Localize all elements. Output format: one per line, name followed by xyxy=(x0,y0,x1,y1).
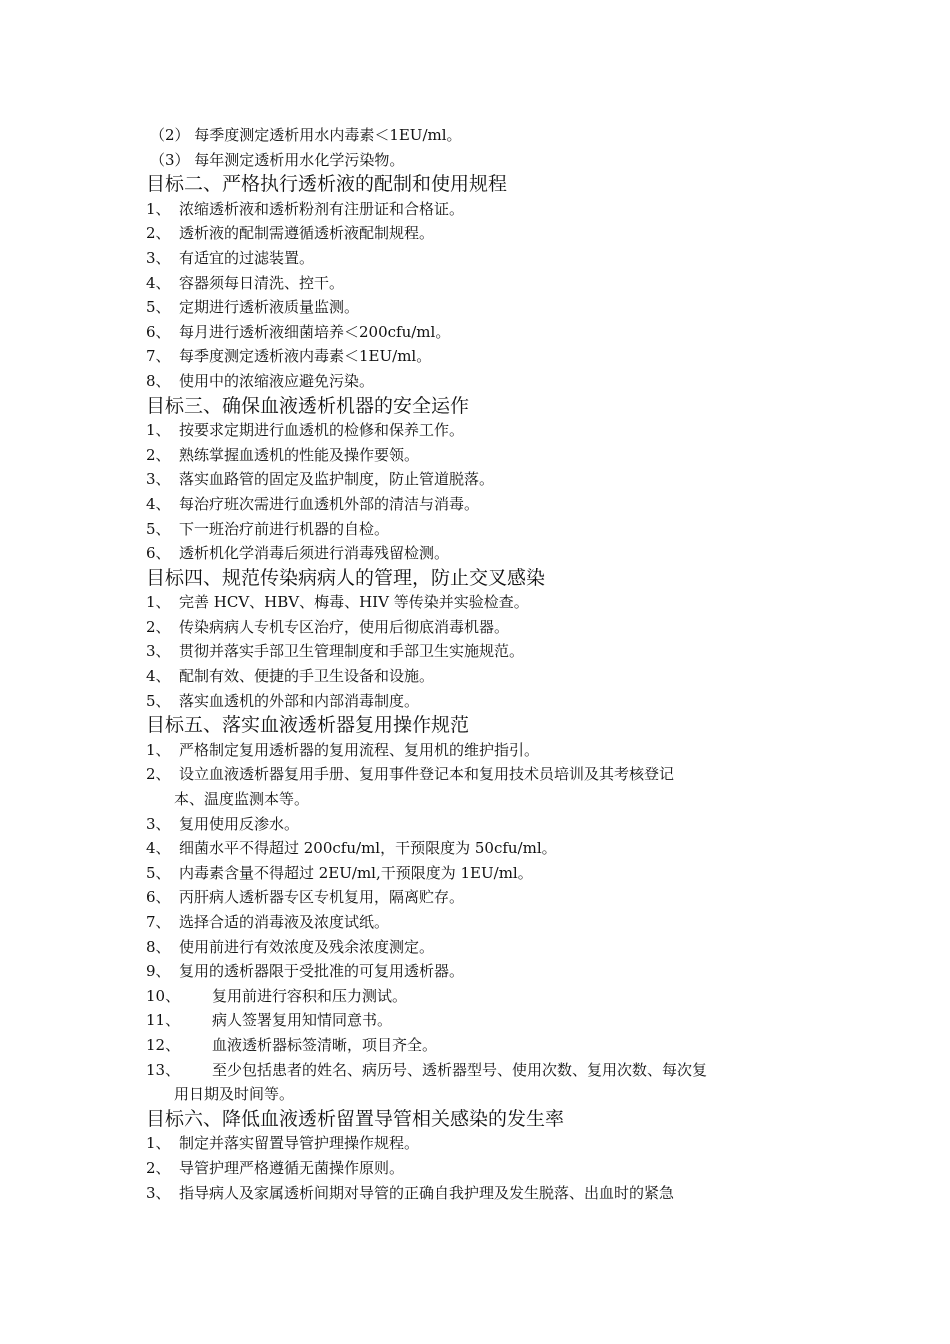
list-item-text-block xyxy=(179,467,810,492)
list-item-text-block xyxy=(179,910,810,935)
list-item-text: 病人签署复用知情同意书。 xyxy=(212,1011,393,1030)
list-item-text: 内毒素含量不得超过 2EU/ml,干预限度为 1EU/ml。 xyxy=(179,863,533,882)
list-item xyxy=(146,246,810,271)
list-item-text: 丙肝病人透析器专区专机复用，隔离贮存。 xyxy=(179,888,465,907)
list-item-text-block xyxy=(179,959,810,984)
list-item xyxy=(146,1181,810,1206)
list-item xyxy=(146,221,810,246)
list-item-text-block xyxy=(179,861,810,886)
list-item-text: 传染病病人专机专区治疗，使用后彻底消毒机器。 xyxy=(179,617,510,636)
section-heading: 目标五、落实血液透析器复用操作规范 xyxy=(146,714,470,737)
list-item xyxy=(146,861,810,886)
list-item-text-block xyxy=(179,738,810,763)
list-item-text-block xyxy=(179,369,810,394)
list-item-text: 浓缩透析液和透析粉剂有注册证和合格证。 xyxy=(179,199,465,218)
list-item xyxy=(146,762,810,811)
list-item-number: 2、 xyxy=(146,1158,171,1177)
list-item-text: 复用使用反渗水。 xyxy=(179,814,300,833)
intro-line: （3） 每年测定透析用水化学污染物。 xyxy=(150,150,405,169)
list-item xyxy=(146,959,810,984)
list-item-number: 2、 xyxy=(146,445,171,464)
section-heading: 目标二、严格执行透析液的配制和使用规程 xyxy=(146,173,508,196)
list-item xyxy=(146,738,810,763)
list-item xyxy=(146,418,810,443)
list-item-text-block xyxy=(179,246,810,271)
list-item-text: 按要求定期进行血透机的检修和保养工作。 xyxy=(179,421,465,440)
list-item-number: 5、 xyxy=(146,519,171,538)
list-item-text: 定期进行透析液质量监测。 xyxy=(179,298,360,317)
list-item-text-block xyxy=(179,344,810,369)
list-item-text-block xyxy=(179,590,810,615)
list-item-text: 严格制定复用透析器的复用流程、复用机的维护指引。 xyxy=(179,740,540,759)
list-item-number: 4、 xyxy=(146,839,171,858)
list-item-text: 熟练掌握血透机的性能及操作要领。 xyxy=(179,445,420,464)
list-item-text: 制定并落实留置导管护理操作规程。 xyxy=(179,1134,420,1153)
list-item-number: 7、 xyxy=(146,347,171,366)
list-item-number: 5、 xyxy=(146,863,171,882)
list-item-text: 透析机化学消毒后须进行消毒残留检测。 xyxy=(179,544,450,563)
list-item xyxy=(146,492,810,517)
list-item-number: 2、 xyxy=(146,224,171,243)
list-item-text: 选择合适的消毒液及浓度试纸。 xyxy=(179,913,390,931)
list-item-text-block xyxy=(179,689,810,714)
list-item xyxy=(146,1131,810,1156)
list-item xyxy=(146,197,810,222)
list-item-number: 13、 xyxy=(146,1060,181,1079)
list-item xyxy=(146,590,810,615)
list-item-text-block xyxy=(179,221,810,246)
intro-line: （2） 每季度测定透析用水内毒素＜1EU/ml。 xyxy=(150,126,462,144)
section-heading: 目标六、降低血液透析留置导管相关感染的发生率 xyxy=(146,1107,565,1130)
list-item-number: 12、 xyxy=(146,1035,181,1054)
list-item-text: 下一班治疗前进行机器的自检。 xyxy=(179,519,390,538)
list-item-text: 透析液的配制需遵循透析液配制规程。 xyxy=(179,224,435,243)
list-item-text-block xyxy=(179,320,810,345)
list-item-number: 4、 xyxy=(146,273,171,292)
list-item-text-block xyxy=(179,517,810,542)
list-item-text: 每月进行透析液细菌培养＜200cfu/ml。 xyxy=(179,322,451,341)
list-item-number: 3、 xyxy=(146,248,171,267)
list-item xyxy=(146,1033,810,1058)
list-item-number: 1、 xyxy=(146,593,171,612)
list-item xyxy=(146,984,810,1009)
list-item xyxy=(146,443,810,468)
list-item xyxy=(146,1058,810,1107)
list-item-continuation: 用日期及时间等。 xyxy=(174,1085,295,1104)
list-item-text: 导管护理严格遵循无菌操作原则。 xyxy=(179,1158,405,1177)
list-item-number: 1、 xyxy=(146,421,171,440)
list-item xyxy=(146,517,810,542)
list-item-number: 1、 xyxy=(146,199,171,218)
list-item xyxy=(146,615,810,640)
list-item xyxy=(146,1008,810,1033)
list-item xyxy=(146,467,810,492)
list-item-text: 每治疗班次需进行血透机外部的清洁与消毒。 xyxy=(179,494,480,513)
list-item-text: 使用前进行有效浓度及残余浓度测定。 xyxy=(179,937,435,956)
list-item-text-block xyxy=(179,935,810,960)
list-item-number: 3、 xyxy=(146,642,171,661)
list-item-number: 5、 xyxy=(146,691,171,710)
list-item xyxy=(146,885,810,910)
list-item-number: 3、 xyxy=(146,470,171,489)
list-item-text: 有适宜的过滤装置。 xyxy=(179,248,315,267)
list-item-number: 8、 xyxy=(146,937,171,956)
list-item-text: 复用前进行容积和压力测试。 xyxy=(212,986,408,1005)
list-item-text-block xyxy=(179,1131,810,1156)
list-item-text-block xyxy=(179,812,810,837)
list-item-text-block xyxy=(174,1058,810,1107)
list-item xyxy=(146,320,810,345)
list-item xyxy=(146,836,810,861)
list-item-text: 每季度测定透析液内毒素＜1EU/ml。 xyxy=(179,347,432,366)
list-item xyxy=(146,812,810,837)
list-item-number: 9、 xyxy=(146,962,171,981)
list-item-text-block xyxy=(179,271,810,296)
list-item-number: 4、 xyxy=(146,667,171,686)
list-item xyxy=(146,369,810,394)
list-item-text: 至少包括患者的姓名、病历号、透析器型号、使用次数、复用次数、每次复 xyxy=(212,1060,708,1079)
list-item-number: 10、 xyxy=(146,986,181,1005)
list-item-number: 1、 xyxy=(146,1134,171,1153)
list-item-text-block xyxy=(212,1008,810,1033)
list-item-number: 6、 xyxy=(146,544,171,563)
list-item xyxy=(146,664,810,689)
list-item-text-block xyxy=(179,615,810,640)
section-heading: 目标四、规范传染病病人的管理，防止交叉感染 xyxy=(146,566,546,589)
list-item-text-block xyxy=(212,984,810,1009)
list-item xyxy=(146,639,810,664)
list-item-text-block xyxy=(179,639,810,664)
list-item xyxy=(146,910,810,935)
list-item-text-block xyxy=(179,492,810,517)
list-item-number: 3、 xyxy=(146,814,171,833)
list-item-number: 4、 xyxy=(146,494,171,513)
list-item-text-block xyxy=(179,541,810,566)
list-item xyxy=(146,689,810,714)
list-item-text: 落实血透机的外部和内部消毒制度。 xyxy=(179,691,420,710)
list-item-text: 细菌水平不得超过 200cfu/ml，干预限度为 50cfu/ml。 xyxy=(179,839,557,858)
list-item-number: 6、 xyxy=(146,322,171,341)
list-item-text: 设立血液透析器复用手册、复用事件登记本和复用技术员培训及其考核登记 xyxy=(179,765,675,784)
list-item-text-block xyxy=(174,762,810,811)
list-item-text: 容器须每日清洗、控干。 xyxy=(179,273,345,292)
list-item-text: 指导病人及家属透析间期对导管的正确自我护理及发生脱落、出血时的紧急 xyxy=(179,1183,675,1202)
list-item xyxy=(146,271,810,296)
list-item xyxy=(146,295,810,320)
list-item-text-block xyxy=(179,443,810,468)
list-item-number: 6、 xyxy=(146,888,171,907)
list-item-text-block xyxy=(179,1181,810,1206)
list-item-text: 完善 HCV、HBV、梅毒、HIV 等传染并实验检查。 xyxy=(179,593,529,612)
list-item-number: 11、 xyxy=(146,1011,181,1030)
list-item-text-block xyxy=(179,197,810,222)
document-body xyxy=(146,123,810,1205)
list-item xyxy=(146,344,810,369)
list-item-number: 5、 xyxy=(146,298,171,317)
list-item-number: 2、 xyxy=(146,617,171,636)
list-item-number: 7、 xyxy=(146,913,171,931)
list-item-number: 8、 xyxy=(146,371,171,390)
list-item-text-block xyxy=(179,295,810,320)
list-item-text-block xyxy=(212,1033,810,1058)
list-item-text: 使用中的浓缩液应避免污染。 xyxy=(179,371,375,390)
list-item-number: 2、 xyxy=(146,765,171,784)
list-item xyxy=(146,935,810,960)
list-item-number: 1、 xyxy=(146,740,171,759)
list-item xyxy=(146,541,810,566)
list-item-text: 血液透析器标签清晰，项目齐全。 xyxy=(212,1035,438,1054)
list-item-text: 配制有效、便捷的手卫生设备和设施。 xyxy=(179,667,435,686)
list-item-text: 落实血路管的固定及监护制度，防止管道脱落。 xyxy=(179,470,495,489)
list-item-text-block xyxy=(179,885,810,910)
list-item-number: 3、 xyxy=(146,1183,171,1202)
list-item xyxy=(146,1156,810,1181)
list-item-continuation: 本、温度监测本等。 xyxy=(174,790,310,809)
list-item-text-block xyxy=(179,664,810,689)
list-item-text-block xyxy=(179,418,810,443)
list-item-text-block xyxy=(179,836,810,861)
list-item-text: 贯彻并落实手部卫生管理制度和手部卫生实施规范。 xyxy=(179,642,525,661)
section-heading: 目标三、确保血液透析机器的安全运作 xyxy=(146,394,470,417)
list-item-text: 复用的透析器限于受批准的可复用透析器。 xyxy=(179,962,465,981)
list-item-text-block xyxy=(179,1156,810,1181)
